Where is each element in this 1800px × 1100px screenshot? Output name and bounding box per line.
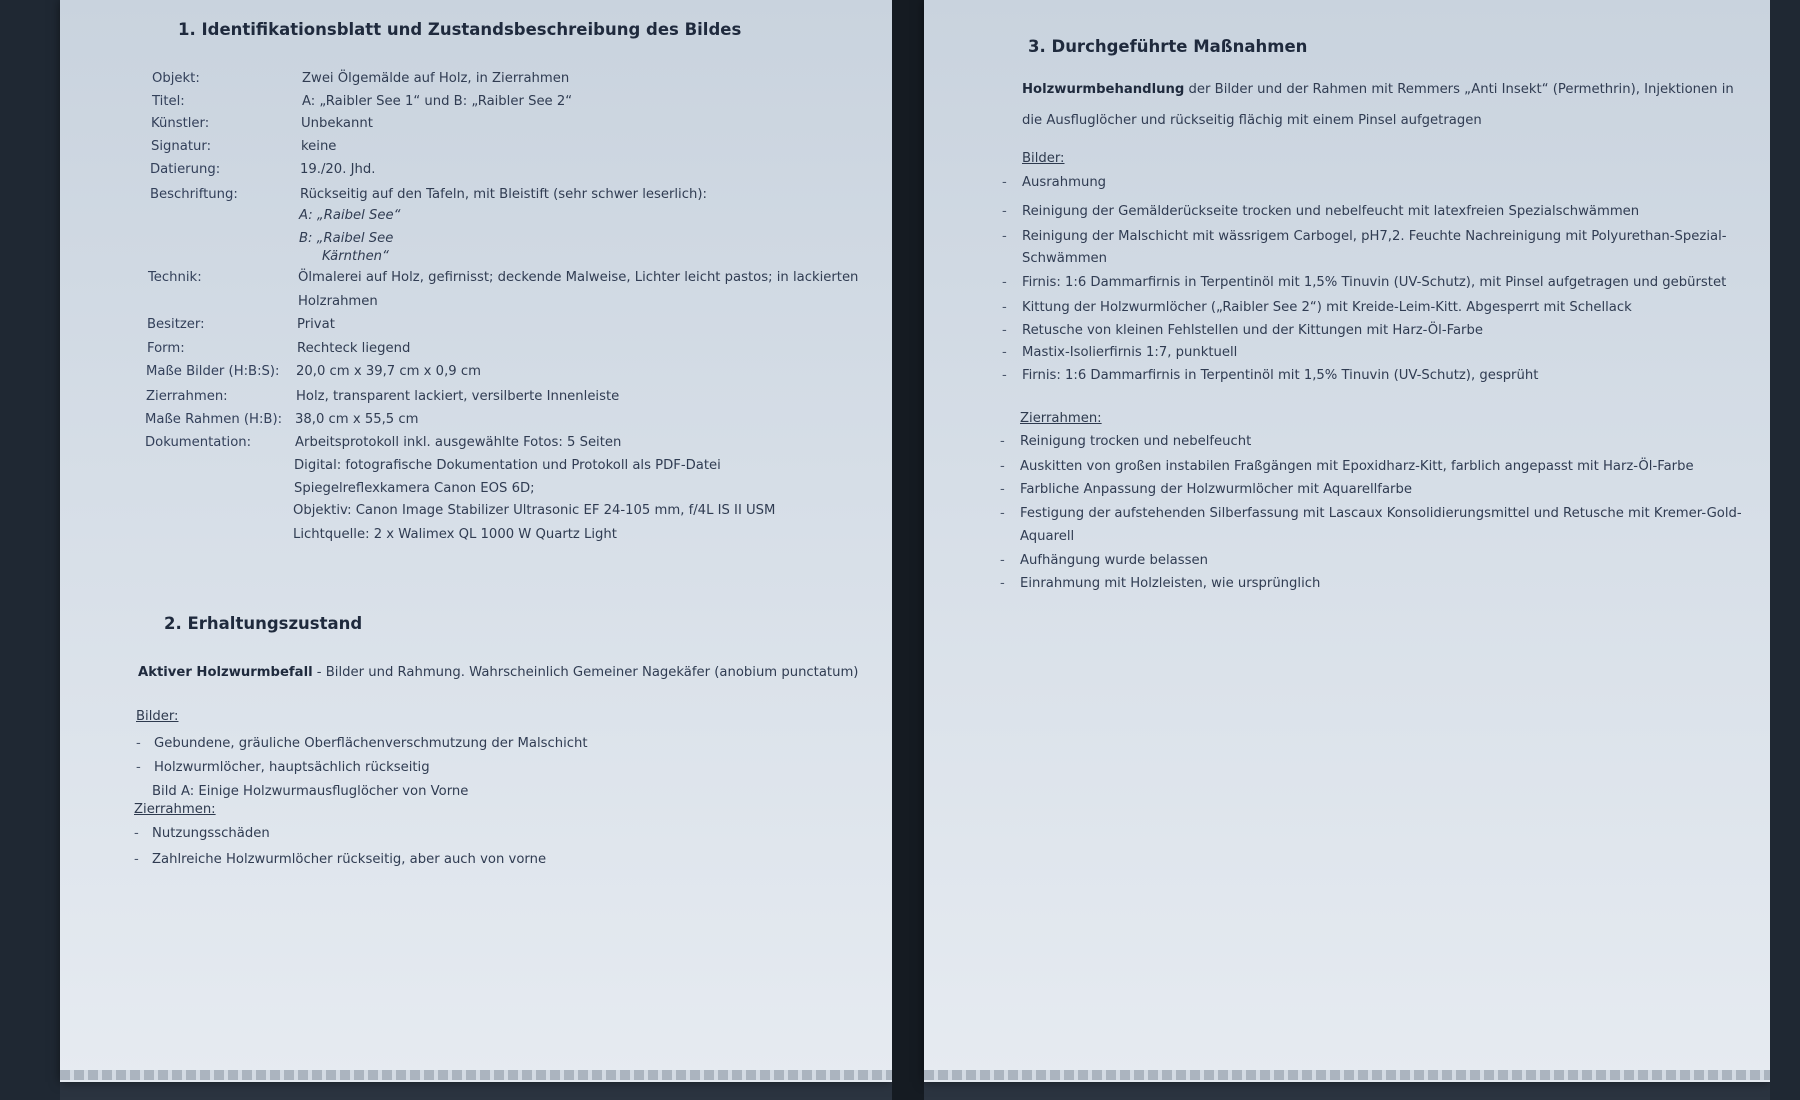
field-label: Signatur:: [151, 139, 212, 154]
massnahmen-bilder-heading: Bilder:: [1022, 151, 1065, 166]
massnahmen-intro-line1: [1022, 82, 1734, 97]
list-dash: -: [1002, 345, 1007, 360]
list-item: Reinigung trocken und nebelfeucht: [1020, 434, 1252, 449]
list-item: Firnis: 1:6 Dammarfirnis in Terpentinöl mit 1,5% Tinuvin (UV-Schutz), mit Pinsel aufgetragen und gebürstet: [1022, 275, 1727, 290]
field-value: Privat: [297, 317, 335, 332]
list-item: Auskitten von großen instabilen Fraßgängen mit Epoxidharz-Kitt, farblich angepasst mit Harz-Öl-Farbe: [1020, 459, 1694, 474]
section-title-massnahmen: 3. Durchgeführte Maßnahmen: [1028, 37, 1308, 56]
field-label: Besitzer:: [147, 317, 205, 332]
list-item: Retusche von kleinen Fehlstellen und der Kittungen mit Harz-Öl-Farbe: [1022, 323, 1483, 338]
field-value: Spiegelreflexkamera Canon EOS 6D;: [294, 481, 535, 496]
field-value: 20,0 cm x 39,7 cm x 0,9 cm: [296, 364, 481, 379]
list-item: Nutzungsschäden: [152, 826, 270, 841]
field-value: 38,0 cm x 55,5 cm: [295, 412, 419, 427]
list-dash: -: [1002, 204, 1007, 219]
list-dash: -: [1000, 434, 1005, 449]
list-item: Zahlreiche Holzwurmlöcher rückseitig, aber auch von vorne: [152, 852, 547, 867]
background-left-edge: [0, 0, 60, 1100]
field-value: Holzrahmen: [298, 294, 378, 309]
massnahmen-intro-bold: Holzwurmbehandlung: [1022, 82, 1185, 97]
list-dash: -: [134, 852, 139, 867]
section-title-erhaltungszustand: 2. Erhaltungszustand: [164, 614, 363, 633]
field-value: Unbekannt: [301, 116, 373, 131]
field-value: Ölmalerei auf Holz, gefirnisst; deckende Malweise, Lichter leicht pastos; in lackierten: [298, 270, 859, 285]
field-label: Maße Bilder (H:B:S):: [146, 364, 280, 379]
list-dash: -: [1002, 229, 1007, 244]
field-value: Digital: fotografische Dokumentation und Protokoll als PDF-Datei: [294, 458, 721, 473]
document-page-right: [924, 0, 1770, 1082]
list-dash: -: [1000, 482, 1005, 497]
field-value: 19./20. Jhd.: [300, 162, 376, 177]
list-dash: -: [1000, 459, 1005, 474]
erhaltung-intro: [138, 665, 858, 680]
list-item: Reinigung der Gemälderückseite trocken und nebelfeucht mit latexfreien Spezialschwämmen: [1022, 204, 1640, 219]
page-left-perforation: [60, 1070, 892, 1080]
list-dash: -: [1002, 175, 1007, 190]
list-item: Festigung der aufstehenden Silberfassung mit Lascaux Konsolidierungsmittel und Retusche mit Kremer-Gold-: [1020, 506, 1742, 521]
field-label: Datierung:: [150, 162, 221, 177]
field-value: A: „Raibler See 1“ und B: „Raibler See 2“: [302, 94, 573, 109]
massnahmen-zierrahmen-heading: Zierrahmen:: [1020, 411, 1102, 426]
list-dash: -: [1002, 323, 1007, 338]
field-label: Künstler:: [151, 116, 210, 131]
page-right-perforation: [924, 1070, 1770, 1080]
list-item: Schwämmen: [1022, 251, 1108, 266]
list-item: Holzwurmlöcher, hauptsächlich rückseitig: [154, 760, 430, 775]
binding-gap: [892, 0, 924, 1100]
field-value: B: „Raibel See: [299, 231, 394, 246]
field-label: Beschriftung:: [150, 187, 238, 202]
list-item: Reinigung der Malschicht mit wässrigem Carbogel, pH7,2. Feuchte Nachreinigung mit Polyurethan-Spezial-: [1022, 229, 1727, 244]
field-value: Lichtquelle: 2 x Walimex QL 1000 W Quartz Light: [293, 527, 617, 542]
page-right-content: [924, 0, 1770, 1082]
field-label: Titel:: [152, 94, 185, 109]
field-value: Arbeitsprotokoll inkl. ausgewählte Fotos: 5 Seiten: [295, 435, 622, 450]
massnahmen-intro-line2: die Ausfluglöcher und rückseitig flächig mit einem Pinsel aufgetragen: [1022, 113, 1482, 128]
field-label: Dokumentation:: [145, 435, 252, 450]
field-value: keine: [301, 139, 337, 154]
list-item: Einrahmung mit Holzleisten, wie ursprünglich: [1020, 576, 1321, 591]
list-dash: -: [1002, 275, 1007, 290]
field-value: Rückseitig auf den Tafeln, mit Bleistift (sehr schwer leserlich):: [300, 187, 707, 202]
field-value: A: „Raibel See“: [299, 208, 401, 223]
list-item: Farbliche Anpassung der Holzwurmlöcher mit Aquarellfarbe: [1020, 482, 1412, 497]
list-item: Aquarell: [1020, 529, 1075, 544]
list-item: Mastix-Isolierfirnis 1:7, punktuell: [1022, 345, 1238, 360]
page-left-content: [60, 0, 892, 1082]
field-label: Maße Rahmen (H:B):: [145, 412, 283, 427]
field-value: Objektiv: Canon Image Stabilizer Ultrasonic EF 24-105 mm, f/4L IS II USM: [293, 503, 776, 518]
list-item: Aufhängung wurde belassen: [1020, 553, 1208, 568]
list-dash: -: [136, 736, 141, 751]
background-right-edge: [1770, 0, 1800, 1100]
list-dash: -: [1000, 576, 1005, 591]
list-dash: -: [1002, 300, 1007, 315]
field-value: Kärnthen“: [322, 249, 389, 264]
list-dash: -: [1002, 368, 1007, 383]
erhaltung-intro-bold: Aktiver Holzwurmbefall: [138, 665, 313, 680]
field-label: Objekt:: [152, 71, 200, 86]
field-label: Form:: [147, 341, 185, 356]
list-dash: -: [1000, 553, 1005, 568]
document-page-left: [60, 0, 892, 1082]
field-label: Zierrahmen:: [146, 389, 228, 404]
list-dash: -: [134, 826, 139, 841]
erhaltung-zierrahmen-heading: Zierrahmen:: [134, 802, 216, 817]
field-value: Holz, transparent lackiert, versilberte Innenleiste: [296, 389, 620, 404]
list-item: Firnis: 1:6 Dammarfirnis in Terpentinöl mit 1,5% Tinuvin (UV-Schutz), gesprüht: [1022, 368, 1539, 383]
list-dash: -: [136, 760, 141, 775]
list-item: Gebundene, gräuliche Oberflächenverschmutzung der Malschicht: [154, 736, 588, 751]
erhaltung-intro-text: - Bilder und Rahmung. Wahrscheinlich Gemeiner Nagekäfer (anobium punctatum): [312, 665, 859, 680]
erhaltung-bilder-heading: Bilder:: [136, 709, 179, 724]
list-item: Ausrahmung: [1022, 175, 1107, 190]
field-value: Zwei Ölgemälde auf Holz, in Zierrahmen: [302, 71, 570, 86]
list-dash: -: [1000, 506, 1005, 521]
section-title-identifikation: 1. Identifikationsblatt und Zustandsbeschreibung des Bildes: [178, 20, 742, 39]
erhaltung-bilder-note: Bild A: Einige Holzwurmausfluglöcher von Vorne: [152, 784, 469, 799]
field-value: Rechteck liegend: [297, 341, 411, 356]
field-label: Technik:: [148, 270, 202, 285]
massnahmen-intro-text1: der Bilder und der Rahmen mit Remmers „Anti Insekt“ (Permethrin), Injektionen in: [1184, 82, 1734, 97]
list-item: Kittung der Holzwurmlöcher („Raibler See 2“) mit Kreide-Leim-Kitt. Abgesperrt mit Schellack: [1022, 300, 1632, 315]
